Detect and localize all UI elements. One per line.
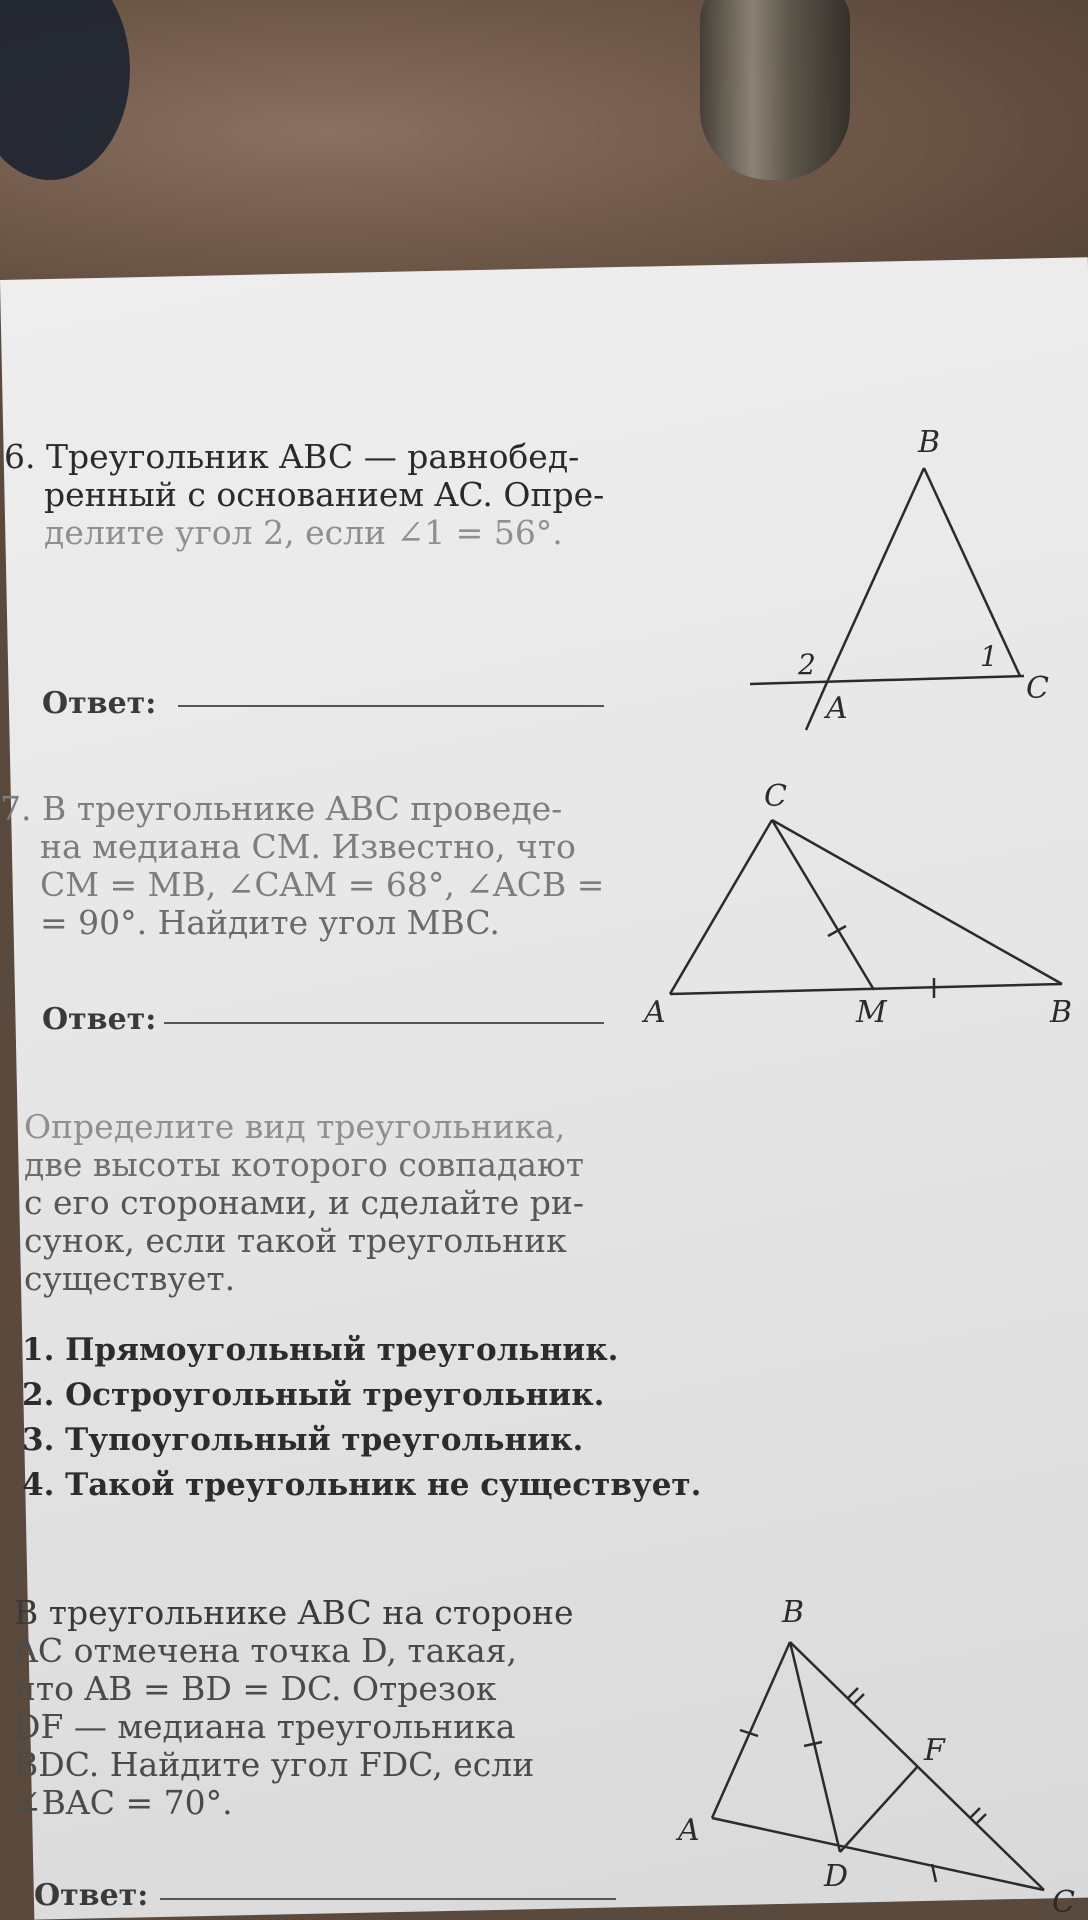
task-8-line-1: Определите вид треугольника, [24,1107,566,1146]
label-6-angle-1: 1 [980,640,998,673]
task-9-line-6: ∠BAC = 70°. [14,1783,233,1822]
task-7-line-4: = 90°. Найдите угол MBC. [40,903,500,942]
label-6-c: C [1026,671,1049,706]
task-7-line-3: CM = MB, ∠CAM = 68°, ∠ACB = [40,865,605,904]
option-1[interactable]: 1. Прямоугольный треугольник. [22,1332,619,1368]
label-9-f: F [924,1733,945,1768]
side-ab [828,468,924,680]
label-7-m: M [856,995,887,1030]
task-7-line-2: на медиана CM. Известно, что [40,827,576,866]
label-6-b: B [918,425,941,460]
task-6-line-2: ренный с основанием AC. Опре- [44,475,605,514]
label-9-a: A [678,1813,700,1848]
figure-7 [670,820,1062,998]
side-ca [670,820,772,994]
extension-below-a [806,680,828,730]
task-7-line-1: В треугольнике ABC проведе- [42,789,563,828]
label-6-a: A [826,691,848,726]
task-8-line-4: сунок, если такой треугольник [24,1221,567,1260]
task-9-line-3: что AB = BD = DC. Отрезок [14,1669,497,1708]
task-9-line-2: AC отмечена точка D, такая, [14,1631,517,1670]
segment-bd [790,1642,840,1852]
label-9-d: D [824,1859,849,1894]
task-9-line-5: BDC. Найдите угол FDC, если [14,1745,535,1784]
task-9-line-4: DF — медиана треугольника [14,1707,516,1746]
option-2[interactable]: 2. Остроугольный треугольник. [22,1377,605,1413]
median-df [840,1766,918,1852]
label-7-c: C [764,779,787,814]
side-ac [712,1818,1044,1890]
option-4[interactable]: 4. Такой треугольник не существует. [22,1467,702,1503]
label-7-b: B [1050,995,1073,1030]
tick-bf-2 [854,1694,864,1704]
tick-fc-1 [970,1808,980,1818]
task-8-line-3: с его сторонами, и сделайте ри- [24,1183,585,1222]
figure-9 [712,1642,1044,1890]
task-6-number: 6. [4,437,36,476]
task-9-answer-label: Ответ: [34,1878,149,1913]
side-ba [712,1642,790,1818]
side-bc [924,468,1020,676]
side-cb [772,820,1062,984]
task-6-line-1: Треугольник ABC — равнобед- [46,437,580,476]
label-6-angle-2: 2 [798,648,816,681]
figure-6 [750,468,1024,730]
tick-fc-2 [976,1814,986,1824]
task-8-line-2: две высоты которого совпадают [24,1145,584,1184]
task-6-line-3: делите угол 2, если ∠1 = 56°. [44,513,563,552]
label-9-b: B [782,1595,805,1630]
label-7-a: A [644,995,666,1030]
task-7-number: 7. [0,789,32,828]
tick-bf-1 [848,1688,858,1698]
option-3[interactable]: 3. Тупоугольный треугольник. [22,1422,584,1458]
side-ab [670,984,1062,994]
task-6-answer-label: Ответ: [42,686,157,721]
extended-line [750,676,1024,684]
task-8-line-5: существует. [24,1259,236,1298]
task-7-answer-label: Ответ: [42,1002,157,1037]
median-cm [772,820,874,990]
label-9-c: C [1052,1885,1075,1920]
task-9-line-1: В треугольнике ABC на стороне [14,1593,574,1632]
